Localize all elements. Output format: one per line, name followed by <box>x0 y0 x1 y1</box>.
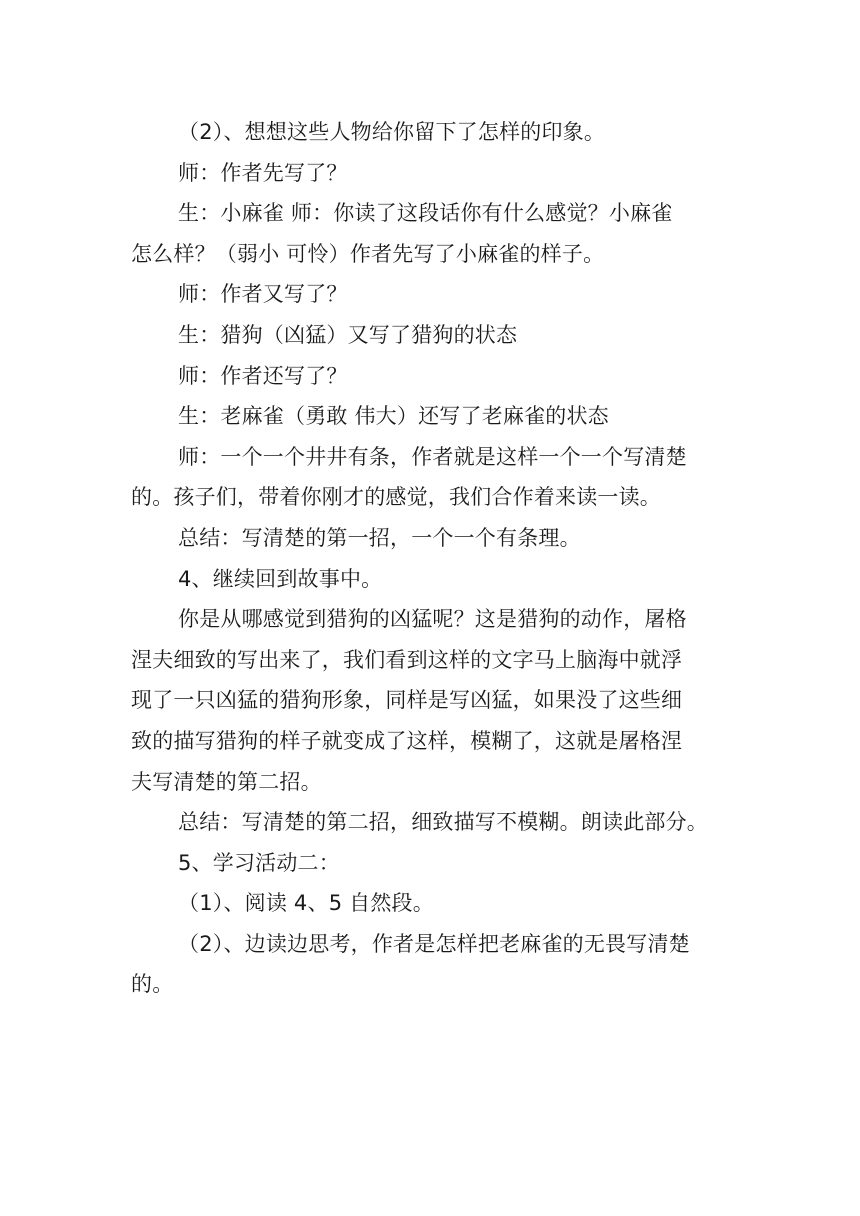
paragraph-student-2 <box>131 315 731 356</box>
text-line: 的。孩子们，带着你刚才的感觉，我们合作着来读一读。 <box>131 485 661 510</box>
text-line: 师：作者又写了？ <box>178 282 348 307</box>
paragraph-summary-2 <box>131 802 731 843</box>
paragraph-question-2 <box>131 112 731 153</box>
paragraph-teacher-1 <box>131 153 731 194</box>
text-line: 怎么样？（弱小 可怜）作者先写了小麻雀的样子。 <box>131 241 605 266</box>
text-line: 夫写清楚的第二招。 <box>131 769 322 794</box>
paragraph-teacher-3 <box>131 356 731 397</box>
text-line: 生：老麻雀（勇敢 伟大）还写了老麻雀的状态 <box>178 404 609 429</box>
paragraph-student-3 <box>131 396 731 437</box>
paragraph-step-4 <box>131 559 731 600</box>
paragraph-step-5 <box>131 843 731 884</box>
text-line: 4、继续回到故事中。 <box>178 566 383 591</box>
text-line: （1）、阅读 4、5 自然段。 <box>178 891 434 916</box>
text-line: 致的描写猎狗的样子就变成了这样，模糊了，这就是屠格涅 <box>131 728 683 753</box>
paragraph-activity-2 <box>131 924 731 1005</box>
text-line: 总结：写清楚的第二招，细致描写不模糊。朗读此部分。 <box>178 810 708 835</box>
text-line: 5、学习活动二： <box>178 850 340 875</box>
text-line: 涅夫细致的写出来了，我们看到这样的文字马上脑海中就浮 <box>131 647 683 672</box>
document-body <box>131 112 731 1005</box>
paragraph-summary-1 <box>131 518 731 559</box>
paragraph-hound-analysis <box>131 599 731 802</box>
text-line: 你是从哪感觉到猎狗的凶猛呢？这是猎狗的动作，屠格 <box>178 607 687 632</box>
text-line: 师：作者还写了？ <box>178 363 348 388</box>
paragraph-teacher-4 <box>131 437 731 518</box>
paragraph-activity-1 <box>131 883 731 924</box>
text-line: 师：作者先写了？ <box>178 160 348 185</box>
paragraph-student-1 <box>131 193 731 274</box>
text-line: （2）、边读边思考，作者是怎样把老麻雀的无畏写清楚 <box>178 931 690 956</box>
text-line: 生：猎狗（凶猛）又写了猎狗的状态 <box>178 322 518 347</box>
text-line: 现了一只凶猛的猎狗形象，同样是写凶猛，如果没了这些细 <box>131 688 683 713</box>
text-line: 总结：写清楚的第一招，一个一个有条理。 <box>178 525 581 550</box>
text-line: 师：一个一个井井有条，作者就是这样一个一个写清楚 <box>178 444 687 469</box>
text-line: 的。 <box>131 972 174 997</box>
paragraph-teacher-2 <box>131 274 731 315</box>
text-line: 生：小麻雀 师：你读了这段话你有什么感觉？小麻雀 <box>178 201 673 226</box>
text-line: （2）、想想这些人物给你留下了怎样的印象。 <box>178 120 606 144</box>
